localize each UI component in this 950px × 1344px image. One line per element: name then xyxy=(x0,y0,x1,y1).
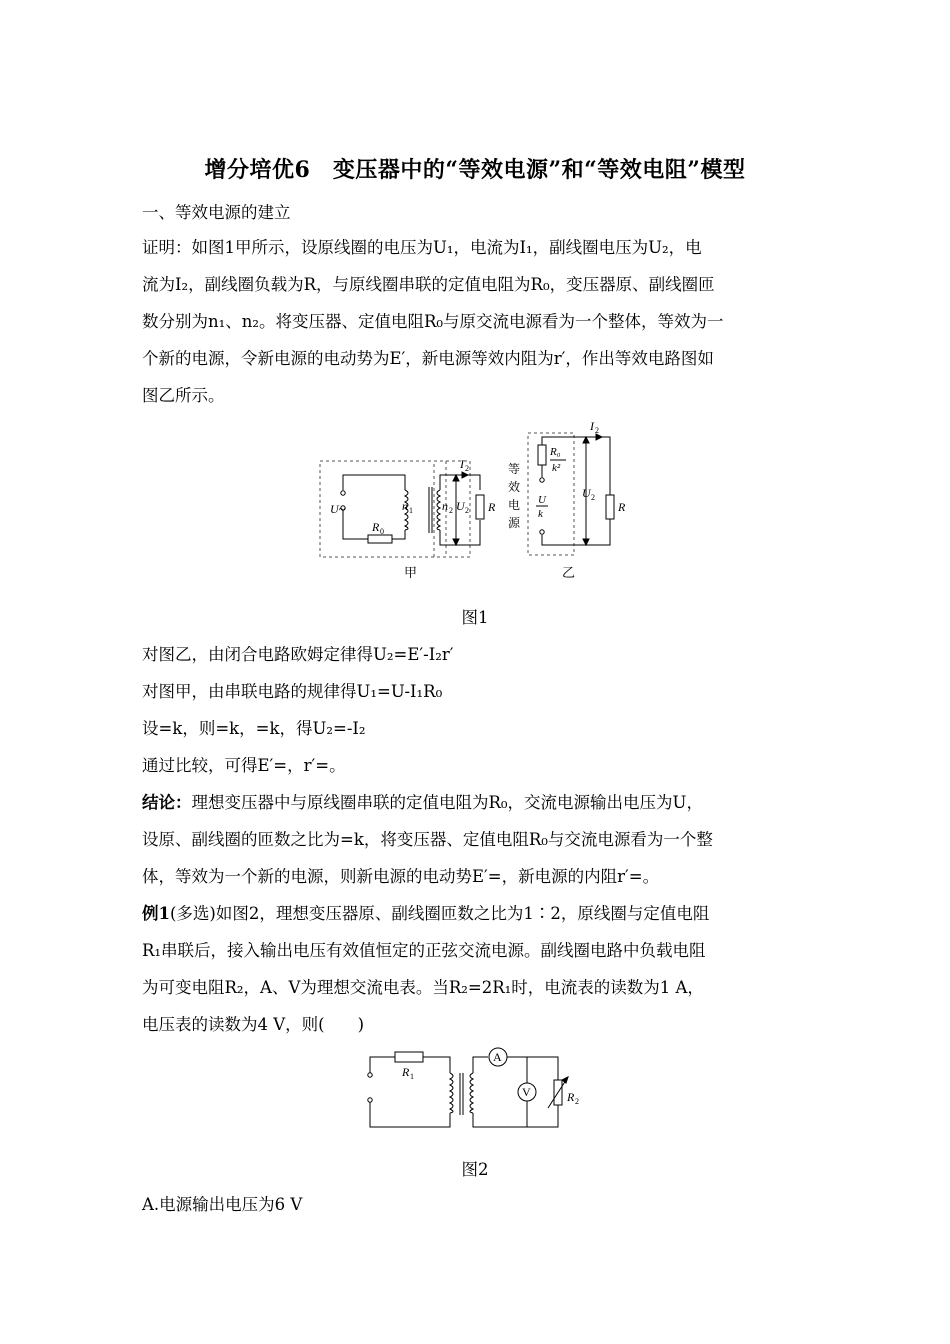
voltmeter-label: V xyxy=(522,1085,531,1099)
label-u-source: U~ xyxy=(330,502,346,516)
proof-line-5: 图乙所示。 xyxy=(142,386,225,405)
label-n2: n xyxy=(442,499,448,513)
label-i2: I xyxy=(460,457,464,471)
equiv-char-3: 电 xyxy=(508,498,521,512)
conclusion-text-1: 理想变压器中与原线圈串联的定值电阻为R₀，交流电源输出电压为U， xyxy=(191,793,703,812)
yi-label-i2-sub: 2 xyxy=(595,426,599,435)
option-a: A.电源输出电压为6 V xyxy=(142,1195,303,1214)
eq-line-4: 通过比较，可得E′=，r′=。 xyxy=(142,756,346,775)
resistor-r1 xyxy=(395,1052,423,1062)
frac-k2-den: k² xyxy=(552,462,561,474)
section-heading: 一、等效电源的建立 xyxy=(142,203,291,222)
label-n1: n xyxy=(402,499,408,513)
label-r0-sub: 0 xyxy=(380,527,384,536)
figure1-circuit xyxy=(310,415,650,585)
label-n1-sub: 1 xyxy=(409,506,413,515)
proof-line-3: 数分别为n₁、n₂。将变压器、定值电阻R₀与原交流电源看为一个整体，等效为一 xyxy=(142,312,724,331)
label-r1: R xyxy=(402,1065,410,1079)
ammeter-label: A xyxy=(493,1050,502,1064)
figure2-circuit xyxy=(355,1045,595,1140)
secondary-coil xyxy=(437,490,440,530)
label-u2-sub: 2 xyxy=(465,506,469,515)
proof-line-4: 个新的电源，令新电源的电动势为E′，新电源等效内阻为r′，作出等效电路图如 xyxy=(142,349,714,368)
page-title: 增分培优6 变压器中的“等效电源”和“等效电阻”模型 xyxy=(204,157,746,183)
fig2-secondary-coil xyxy=(470,1073,473,1113)
fig2-primary-coil xyxy=(450,1073,453,1113)
equiv-char-4: 源 xyxy=(508,516,521,530)
figure2-caption: 图2 xyxy=(461,1160,489,1179)
conclusion-label: 结论： xyxy=(142,793,192,812)
eq-line-3: 设=k，则=k，=k，得U₂=-I₂ xyxy=(142,719,366,738)
label-r2: R xyxy=(567,1090,575,1104)
figure1-caption: 图1 xyxy=(461,608,489,627)
example-label: 例1 xyxy=(142,904,170,923)
label-r: R xyxy=(488,500,496,514)
frac-u-num: U xyxy=(538,494,546,506)
conclusion-line-3: 体，等效为一个新的电源，则新电源的电动势E′=，新电源的内阻r′=。 xyxy=(142,867,660,886)
label-n2-sub: 2 xyxy=(449,506,453,515)
resistor-r xyxy=(476,495,484,519)
example-line-3: 为可变电阻R₂，A、V为理想交流电表。当R₂=2R₁时，电流表的读数为1 A， xyxy=(142,978,704,997)
label-yi: 乙 xyxy=(562,565,576,580)
eq-line-1: 对图乙，由闭合电路欧姆定律得U₂=E′-I₂r′ xyxy=(142,645,454,664)
proof-line-2: 流为I₂，副线圈负载为R，与原线圈串联的定值电阻为R₀，变压器原、副线圈匝 xyxy=(142,275,715,294)
yi-resistor-r0k2 xyxy=(538,445,546,465)
frac-k-den: k xyxy=(538,508,543,520)
equiv-char-1: 等 xyxy=(508,462,521,476)
example-line-1 xyxy=(142,902,709,926)
equiv-char-2: 效 xyxy=(508,480,521,494)
yi-label-u2-sub: 2 xyxy=(591,493,595,502)
yi-resistor-r xyxy=(606,495,614,519)
label-r2-sub: 2 xyxy=(575,1097,579,1106)
label-i2-sub: 2 xyxy=(465,464,469,473)
conclusion-line-1 xyxy=(142,791,703,815)
label-u2: U xyxy=(456,499,465,513)
example-text-1: (多选)如图2，理想变压器原、副线圈匝数之比为1∶2，原线圈与定值电阻 xyxy=(169,904,710,923)
label-jia: 甲 xyxy=(404,565,418,580)
frac-r0-num: R₀ xyxy=(550,446,561,458)
label-r0: R xyxy=(372,520,380,534)
example-line-4: 电压表的读数为4 V，则( ) xyxy=(142,1015,365,1034)
terminal-top xyxy=(341,491,345,495)
resistor-r0 xyxy=(368,535,392,543)
proof-line-1: 证明：如图1甲所示，设原线圈的电压为U₁，电流为I₁，副线圈电压为U₂，电 xyxy=(142,238,702,257)
eq-line-2: 对图甲，由串联电路的规律得U₁=U-I₁R₀ xyxy=(142,682,443,701)
yi-label-r: R xyxy=(618,500,626,514)
label-r1-sub: 1 xyxy=(410,1072,414,1081)
yi-label-u2: U xyxy=(582,486,591,500)
conclusion-line-2: 设原、副线圈的匝数之比为=k，将变压器、定值电阻R₀与交流电源看为一个整 xyxy=(142,830,713,849)
yi-label-i2: I xyxy=(590,419,594,433)
example-line-2: R₁串联后，接入输出电压有效值恒定的正弦交流电源。副线圈电路中负载电阻 xyxy=(142,941,706,960)
